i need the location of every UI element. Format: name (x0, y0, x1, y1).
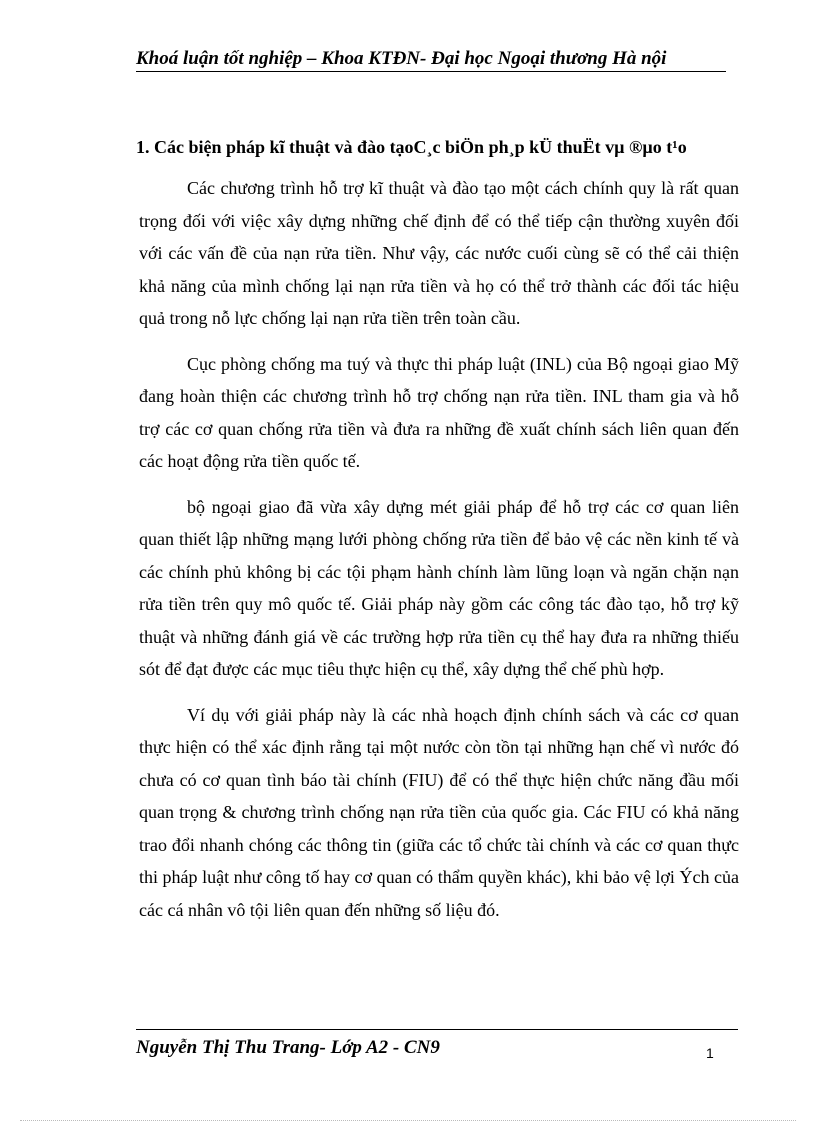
paragraph: Các chương trình hỗ trợ kĩ thuật và đào tạo một cách chính quy là rất quan trọng đối với việc xây dựng những chế định để có thể tiếp cận thường xuyên đối với các vấn đề của nạn rửa tiền. Như vậy, các nước cuối cùng sẽ có thể cải thiện khả năng của mình chống lại nạn rửa tiền và họ có thể trở thành các đối tác hiệu quả trong nỗ lực chống lại nạn rửa tiền trên toàn cầu. (139, 178, 739, 328)
running-header: Khoá luận tốt nghiệp – Khoa KTĐN- Đại học Ngoại thương Hà nội (136, 48, 667, 69)
page-edge (20, 1120, 796, 1121)
paragraph: bộ ngoại giao đã vừa xây dựng mét giải pháp để hỗ trợ các cơ quan liên quan thiết lập những mạng lưới phòng chống rửa tiền để bảo vệ các nền kinh tế và các chính phủ không bị các tội phạm hành chính làm lũng loạn và ngăn chặn nạn rửa tiền trên quy mô quốc tế. Giải pháp này gồm các công tác đào tạo, hỗ trợ kỹ thuật và những đánh giá về các trường hợp rửa tiền cụ thể hay đưa ra những thiếu sót để đạt được các mục tiêu thực hiện cụ thể, xây dựng thể chế phù hợp. (139, 496, 739, 679)
page-number: 1 (706, 1045, 714, 1061)
body-text (139, 172, 739, 939)
footer-divider (136, 1029, 738, 1030)
paragraph: Cục phòng chống ma tuý và thực thi pháp luật (INL) của Bộ ngoại giao Mỹ đang hoàn thiện các chương trình hỗ trợ chống nạn rửa tiền. INL tham gia và hỗ trợ các cơ quan chống rửa tiền và đưa ra những đề xuất chính sách liên quan đến các hoạt động rửa tiền quốc tế. (139, 353, 739, 471)
footer-author: Nguyễn Thị Thu Trang- Lớp A2 - CN9 (136, 1037, 440, 1058)
section-heading: 1. Các biện pháp kĩ thuật và đào tạoC¸c biÖn ph¸p kÜ thuËt vµ ®µo t¹o (136, 137, 687, 157)
paragraph: Ví dụ với giải pháp này là các nhà hoạch định chính sách và các cơ quan thực hiện có thể xác định rằng tại một nước còn tồn tại những hạn chế vì nước đó chưa có cơ quan tình báo tài chính (FIU) để có thể thực hiện chức năng đầu mối quan trọng & chương trình chống nạn rửa tiền của quốc gia. Các FIU có khả năng trao đổi nhanh chóng các thông tin (giữa các tổ chức tài chính và các cơ quan thực thi pháp luật như công tố hay cơ quan có thẩm quyền khác), khi bảo vệ lợi Ých của các cá nhân vô tội liên quan đến những số liệu đó. (139, 704, 739, 920)
header-divider (136, 71, 726, 72)
